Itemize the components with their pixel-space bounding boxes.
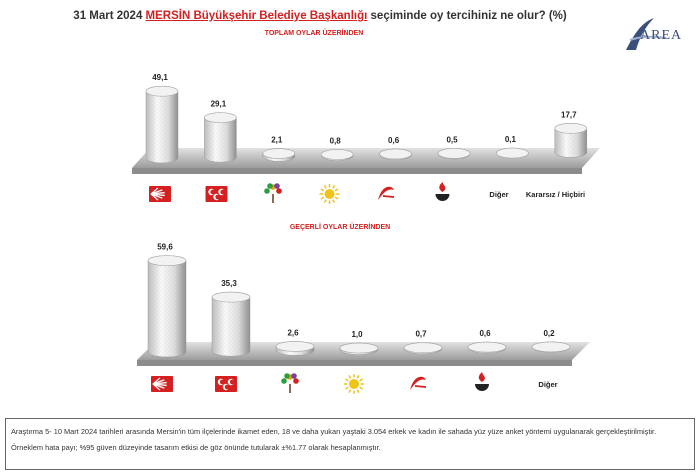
methodology-note: Araştırma 5- 10 Mart 2024 tarihleri arasında Mersin'in tüm ilçelerinde ikamet eden, 18 ve daha yukarı yaştaki 3.054 erkek ve kadın ile sahada yüz yüze anket yöntemi uygulanarak gerçekleştirilmiştir. Örneklem hata payı; %95 güven düzeyinde tasarım etkisi de göz önünde tutularak ±%1.77 olarak hesaplanmıştır. (5, 418, 695, 470)
value-label-5: 0,6 (479, 329, 491, 339)
yrp-logo-icon (410, 377, 426, 390)
bar-karars-z-hi-biri (555, 123, 587, 157)
iyi-sun-icon (320, 184, 340, 204)
bar-ti-p (438, 148, 470, 159)
chart1-subtitle: TOPLAM OYLAR ÜZERİNDEN (264, 30, 364, 37)
yrp-logo-icon (378, 187, 394, 200)
chp-logo-icon (151, 376, 173, 392)
value-label-0: 49,1 (152, 73, 168, 83)
chart-total-votes (0, 40, 700, 210)
area-logo-text: AREA (640, 28, 683, 43)
chart-valid-votes (0, 230, 700, 410)
tip-logo-icon (475, 372, 489, 391)
value-label-7: 17,7 (561, 110, 577, 120)
value-label-2: 2,1 (271, 135, 283, 145)
chart-floor (132, 148, 600, 168)
bar-i-yi- (340, 343, 378, 355)
bar-chp (148, 256, 186, 357)
value-label-6: 0,2 (543, 328, 555, 338)
bar-yrp (404, 343, 442, 354)
iyi-sun-icon (344, 374, 364, 394)
value-label-3: 1,0 (351, 330, 363, 340)
mhp-logo-icon (215, 376, 237, 392)
chp-logo-icon (149, 186, 171, 202)
page-title: 31 Mart 2024 MERSİN Büyükşehir Belediye Başkanlığı seçiminde oy tercihiniz ne olur? (%) (73, 10, 567, 22)
bar-dem (276, 341, 314, 355)
value-label-2: 2,6 (287, 328, 299, 338)
bar-di-er (496, 148, 528, 158)
value-label-3: 0,8 (329, 136, 341, 146)
value-label-1: 35,3 (221, 279, 237, 289)
value-label-6: 0,1 (504, 135, 516, 145)
tip-logo-icon (436, 182, 450, 201)
chart-floor-edge (132, 168, 582, 174)
dem-logo-icon (264, 183, 282, 203)
category-label-7: Kararsız / Hiçbiri (525, 190, 586, 199)
mhp-logo-icon (206, 186, 228, 202)
dem-logo-icon (281, 373, 299, 393)
bar-ti-p (468, 342, 506, 353)
chart2-subtitle: GEÇERLİ OYLAR ÜZERİNDEN (289, 224, 391, 231)
category-label-6: Diğer (538, 380, 558, 389)
value-label-4: 0,6 (388, 135, 400, 145)
value-label-1: 29,1 (210, 99, 227, 109)
bar-mhp (212, 292, 250, 356)
bar-chp (146, 86, 178, 163)
bar-dem (263, 149, 295, 162)
value-label-4: 0,7 (415, 329, 427, 339)
chart-floor-edge (137, 360, 572, 366)
value-label-5: 0,5 (446, 135, 458, 145)
bar-di-er (532, 342, 570, 352)
bar-yrp (380, 149, 412, 160)
bar-i-yi- (321, 150, 353, 161)
category-label-6: Diğer (489, 190, 509, 199)
value-label-0: 59,6 (157, 242, 173, 252)
title-highlight: MERSİN Büyükşehir Belediye Başkanlığı (145, 10, 368, 22)
bar-mhp (204, 113, 236, 163)
